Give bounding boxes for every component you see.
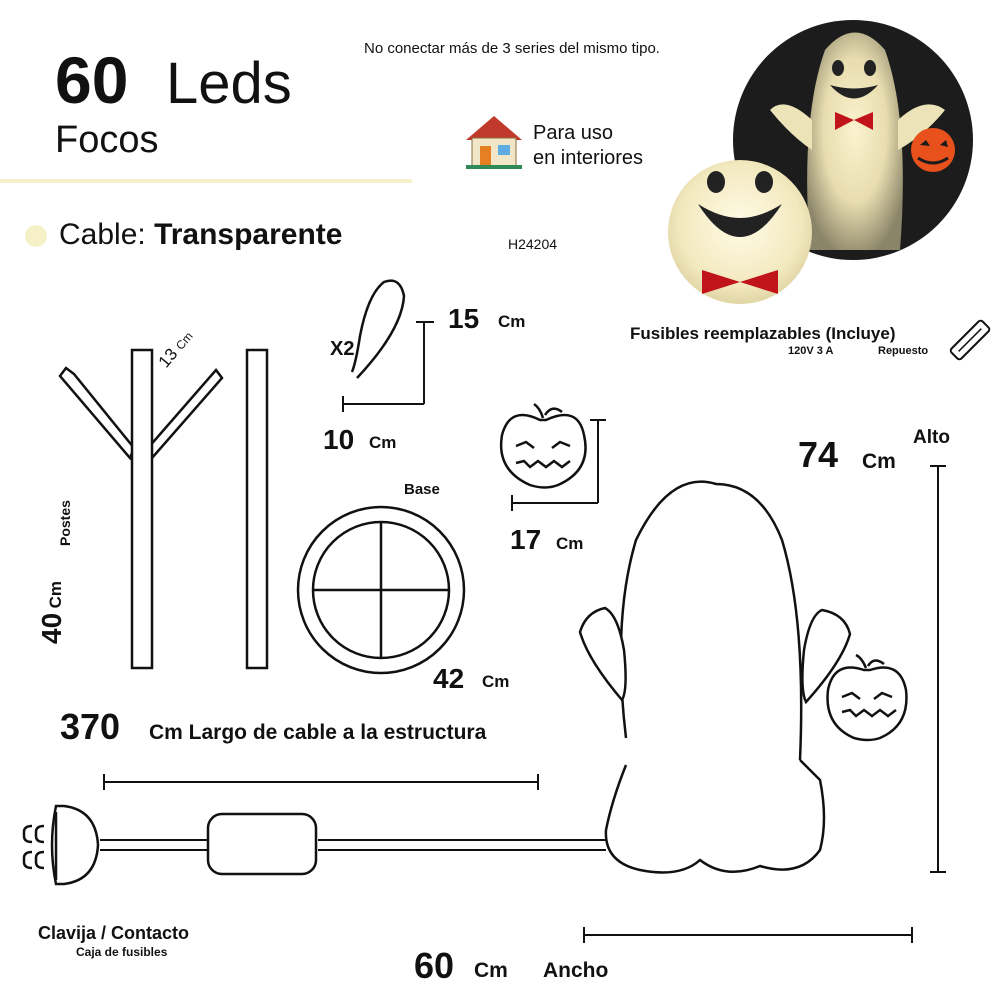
plug-and-cable [24,806,606,884]
base-part [298,507,464,673]
bullet-dot [25,225,47,247]
width-label: Ancho [543,959,609,982]
fuse-icon [949,319,990,360]
indoor-label-line2: en interiores [533,147,644,169]
width-dimension [584,927,912,943]
indoor-label-line1: Para uso [533,122,614,144]
post-label: Postes [57,500,73,546]
pumpkin-unit: Cm [556,534,584,553]
fuse-box-label: Caja de fusibles [76,945,168,959]
fuses-spare: Repuesto [878,345,929,357]
ghost-photo-small [668,160,812,304]
title-underline [0,179,412,183]
width-unit: Cm [474,959,508,982]
branch-value: 13 [154,344,182,372]
cable-value: Transparente [154,218,343,251]
height-dimension [930,466,946,872]
led-unit: Leds [166,51,292,116]
led-count: 60 [55,43,129,117]
base-unit: Cm [482,672,510,691]
cable-label [59,218,342,252]
base-value: 42 [433,663,465,694]
cable-key: Cable: [59,218,146,251]
height-unit: Cm [862,450,896,473]
height-value: 74 [798,434,839,475]
ghost-outline [580,482,850,873]
post-dimension [36,581,68,644]
branch-unit: Cm [172,329,196,353]
plug-label: Clavija / Contacto [38,923,190,943]
width-value: 60 [414,945,455,986]
pumpkin-part [501,404,606,511]
cable-length-value: 370 [60,706,121,747]
cable-length-text: Cm Largo de cable a la estructura [149,721,487,744]
house-icon [466,116,522,169]
height-label: Alto [913,427,950,448]
fuses-rating: 120V 3 A [788,345,834,357]
post-value: 40 [36,612,67,644]
series-warning: No conectar más de 3 series del mismo tipo. [364,40,660,57]
pumpkin-value: 17 [510,524,542,555]
arm-width-unit: Cm [369,433,397,452]
arm-height-unit: Cm [498,312,526,331]
fuses-title: Fusibles reemplazables (Incluye) [630,324,896,343]
arm-quantity: X2 [330,338,355,360]
arm-width-value: 10 [323,424,355,455]
led-type: Focos [55,119,159,161]
model-code: H24204 [508,236,558,252]
cable-length-dimension [104,774,538,790]
hanging-pumpkin [828,655,907,740]
posts-part [60,350,267,668]
arm-height-value: 15 [448,303,480,334]
base-label: Base [404,481,440,498]
post-unit: Cm [46,580,65,609]
arm-part [343,281,434,412]
